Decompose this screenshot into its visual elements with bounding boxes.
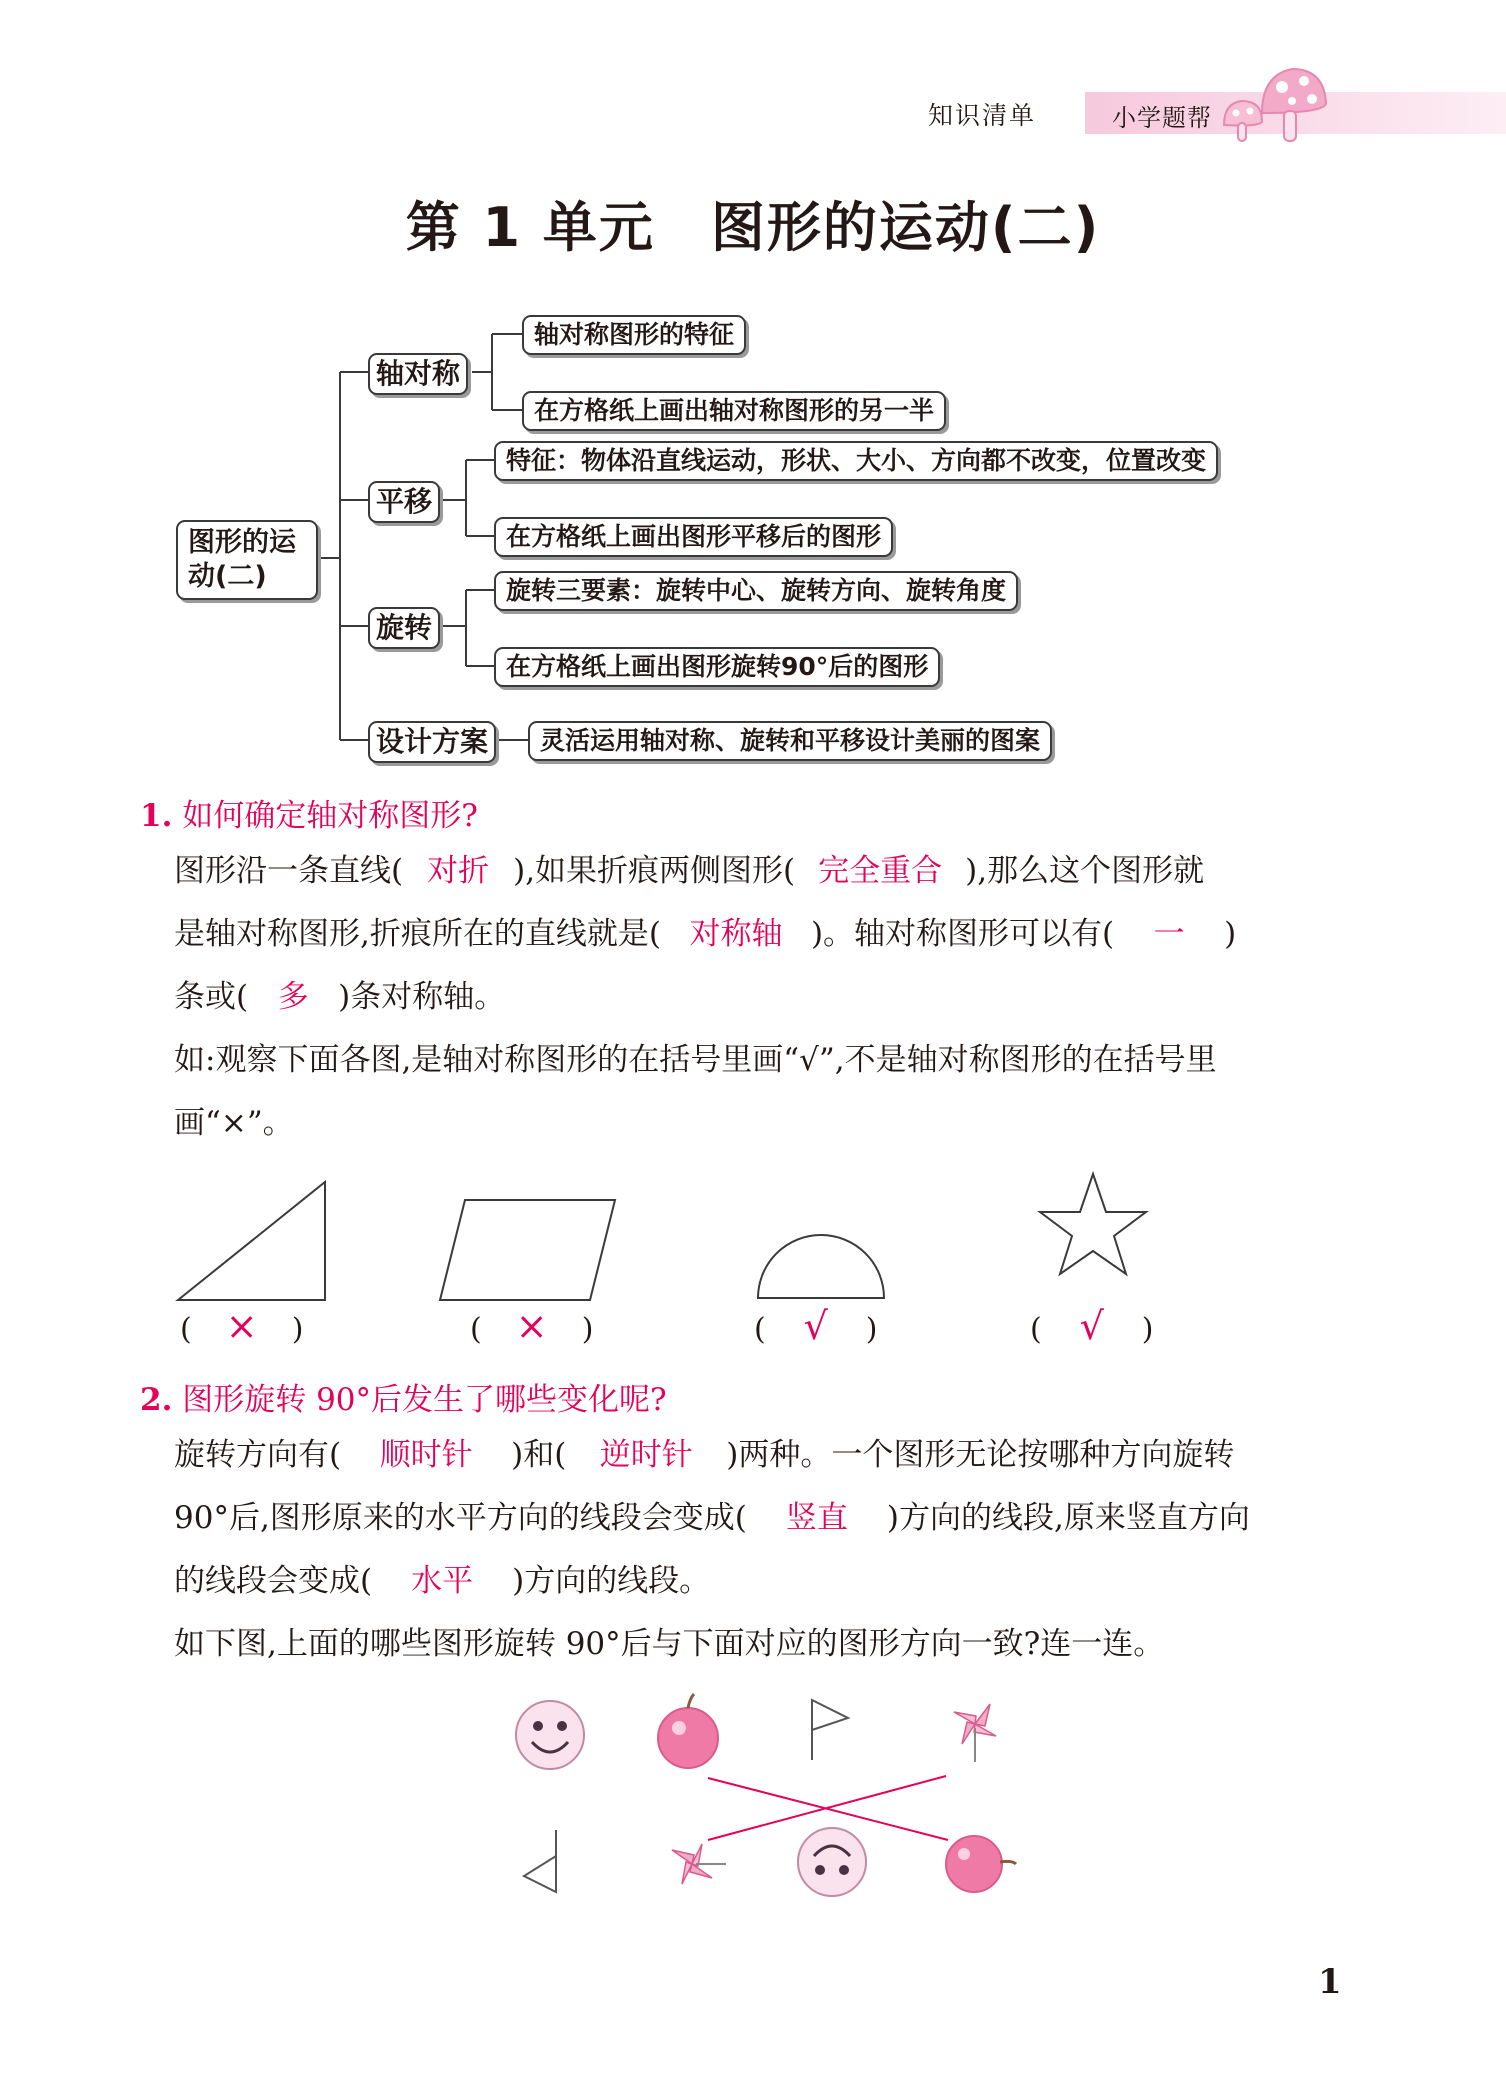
- paren-close: ): [865, 1312, 878, 1347]
- q1-text: ),如果折痕两侧图形(: [513, 853, 796, 889]
- rotation-item-1: 旋转三要素：旋转中心、旋转方向、旋转角度: [494, 571, 1018, 611]
- triangle-answer: ×: [225, 1304, 258, 1348]
- mushroom-icon: [1222, 55, 1342, 150]
- parallelogram-answer: ×: [515, 1304, 548, 1348]
- rotated-pinwheel-icon: [672, 1844, 726, 1884]
- q2-text: 90°后,图形原来的水平方向的线段会变成(: [174, 1500, 747, 1536]
- branch-design: 设计方案: [368, 721, 496, 763]
- flag-icon: [812, 1700, 848, 1760]
- paren-close: ): [291, 1312, 304, 1347]
- smiley-icon: [516, 1701, 584, 1769]
- symmetry-item-1: 轴对称图形的特征: [522, 315, 746, 355]
- mindmap-root: 图形的运动(二): [176, 520, 318, 600]
- q2-line-3: [174, 1550, 1364, 1613]
- rotated-flag-icon: [524, 1830, 556, 1892]
- q1-answer-1: 对折: [427, 853, 490, 889]
- translation-item-1: 特征：物体沿直线运动，形状、大小、方向都不改变，位置改变: [494, 441, 1218, 481]
- rotated-apple-icon: [946, 1836, 1016, 1892]
- q1-text: )条对称轴。: [338, 979, 506, 1015]
- q1-line-3: [174, 966, 1364, 1029]
- q2-answer-1: 顺时针: [379, 1437, 473, 1473]
- q1-example-line-1: 如:观察下面各图,是轴对称图形的在括号里画“√”,不是轴对称图形的在括号里: [174, 1042, 1217, 1078]
- q1-text: 图形沿一条直线(: [174, 853, 404, 889]
- q1-line-1: [174, 840, 1364, 903]
- q2-text: )两种。一个图形无论按哪种方向旋转: [726, 1437, 1235, 1473]
- q1-example-line-2: 画“×”。: [174, 1105, 294, 1141]
- q1-answer-parallelogram: [470, 1304, 593, 1348]
- q2-text: 的线段会变成(: [174, 1563, 373, 1599]
- rotation-item-2: 在方格纸上画出图形旋转90°后的图形: [494, 647, 940, 687]
- q1-text: ),那么这个图形就: [965, 853, 1205, 889]
- apple-icon: [658, 1694, 718, 1768]
- paren-open: (: [754, 1312, 766, 1347]
- q2-example: 如下图,上面的哪些图形旋转 90°后与下面对应的图形方向一致?连一连。: [174, 1626, 1165, 1662]
- q1-text: 是轴对称图形,折痕所在的直线就是(: [174, 916, 661, 952]
- page-number: 1: [1318, 1962, 1342, 2002]
- q1-text: )。轴对称图形可以有(: [810, 916, 1115, 952]
- q2-text: )方向的线段。: [512, 1563, 711, 1599]
- star-shape: [1040, 1174, 1146, 1274]
- q1-answer-2: 完全重合: [818, 853, 943, 889]
- q1-answer-triangle: [180, 1304, 303, 1348]
- brand-label: 小学题帮: [1112, 104, 1212, 132]
- paren-open: (: [1030, 1312, 1042, 1347]
- branch-rotation: 旋转: [368, 607, 440, 649]
- q2-heading: [140, 1374, 667, 1419]
- star-answer: √: [1079, 1304, 1104, 1348]
- design-item-1: 灵活运用轴对称、旋转和平移设计美丽的图案: [528, 721, 1052, 761]
- branch-translation: 平移: [368, 481, 440, 523]
- q2-text: )方向的线段,原来竖直方向: [886, 1500, 1250, 1536]
- paren-open: (: [470, 1312, 482, 1347]
- q2-text: )和(: [511, 1437, 567, 1473]
- q1-answer-semicircle: [754, 1304, 877, 1348]
- semicircle-shape: [758, 1235, 884, 1298]
- q1-shapes: [150, 1160, 1210, 1310]
- paren-open: (: [180, 1312, 192, 1347]
- q2-text: 旋转方向有(: [174, 1437, 342, 1473]
- triangle-shape: [178, 1182, 325, 1300]
- q1-answer-star: [1030, 1304, 1153, 1348]
- q1-text: 条或(: [174, 979, 249, 1015]
- parallelogram-shape: [440, 1200, 615, 1300]
- q2-number: 2.: [140, 1382, 173, 1418]
- q2-line-1: [174, 1424, 1364, 1487]
- symmetry-item-2: 在方格纸上画出轴对称图形的另一半: [522, 391, 946, 431]
- translation-item-2: 在方格纸上画出图形平移后的图形: [494, 517, 893, 557]
- paren-close: ): [581, 1312, 594, 1347]
- section-label: 知识清单: [928, 101, 1037, 130]
- q2-answer-2: 逆时针: [599, 1437, 693, 1473]
- semicircle-answer: √: [803, 1304, 828, 1348]
- q1-text: ): [1224, 916, 1237, 952]
- q1-title: 如何确定轴对称图形?: [182, 798, 478, 834]
- rotated-smiley-icon: [798, 1828, 866, 1896]
- q1-answer-4: 一: [1153, 916, 1185, 952]
- branch-symmetry: 轴对称: [368, 353, 468, 395]
- pinwheel-icon: [954, 1704, 996, 1762]
- q2-answer-3: 竖直: [785, 1500, 848, 1536]
- q1-answer-3: 对称轴: [689, 916, 783, 952]
- q2-matching-figure: [480, 1680, 1040, 1900]
- q2-line-2: [174, 1487, 1364, 1550]
- q1-answer-5: 多: [277, 979, 309, 1015]
- q1-heading: [140, 790, 478, 835]
- q2-title: 图形旋转 90°后发生了哪些变化呢?: [182, 1382, 667, 1418]
- q2-answer-4: 水平: [411, 1563, 474, 1599]
- paren-close: ): [1141, 1312, 1154, 1347]
- q1-number: 1.: [140, 798, 173, 834]
- page-title: 第 1 单元 图形的运动(二): [405, 196, 1101, 259]
- q1-line-2: [174, 903, 1364, 966]
